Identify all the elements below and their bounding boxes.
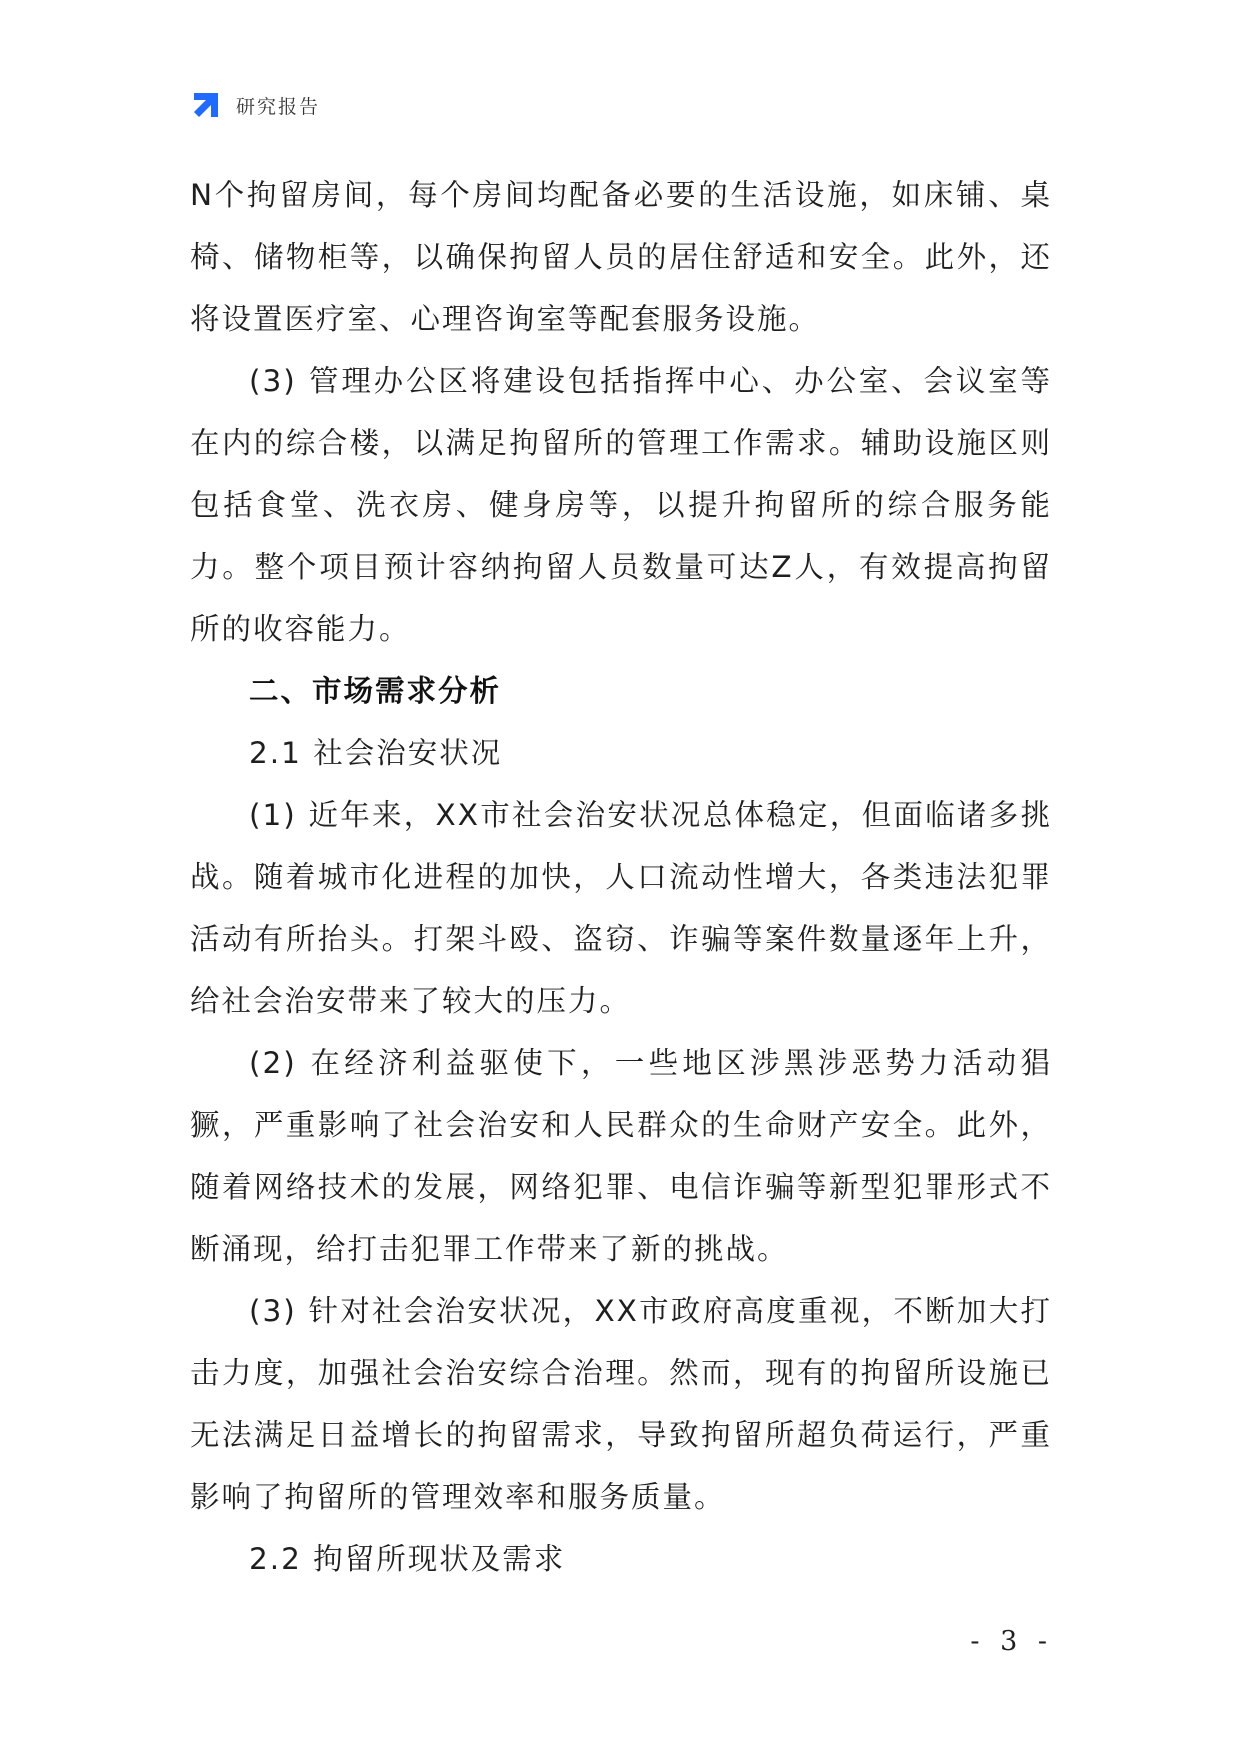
document-body <box>190 164 1052 1590</box>
subsection-heading-public-security: 2.1 社会治安状况 <box>249 736 503 770</box>
paragraph-security-3: (3) 针对社会治安状况，XX市政府高度重视，不断加大打击力度，加强社会治安综合治理。然而，现有的拘留所设施已无法满足日益增长的拘留需求，导致拘留所超负荷运行，严重影响了拘留所的管理效率和服务质量。 <box>190 1294 1052 1514</box>
paragraph-security-1: (1) 近年来，XX市社会治安状况总体稳定，但面临诸多挑战。随着城市化进程的加快，人口流动性增大，各类违法犯罪活动有所抬头。打架斗殴、盗窃、诈骗等案件数量逐年上升，给社会治安带来了较大的压力。 <box>190 798 1052 1018</box>
subsection-heading-detention-status: 2.2 拘留所现状及需求 <box>249 1542 566 1576</box>
page-header <box>190 88 320 122</box>
paragraph-continuation: N个拘留房间，每个房间均配备必要的生活设施，如床铺、桌椅、储物柜等，以确保拘留人员的居住舒适和安全。此外，还将设置医疗室、心理咨询室等配套服务设施。 <box>190 178 1052 336</box>
page-number: - 3 - <box>970 1626 1053 1657</box>
section-heading-market-demand: 二、市场需求分析 <box>249 674 502 708</box>
arrow-up-right-icon <box>190 89 222 121</box>
paragraph-office-area: (3) 管理办公区将建设包括指挥中心、办公室、会议室等在内的综合楼，以满足拘留所的管理工作需求。辅助设施区则包括食堂、洗衣房、健身房等，以提升拘留所的综合服务能力。整个项目预计容纳拘留人员数量可达Z人，有效提高拘留所的收容能力。 <box>190 364 1052 646</box>
header-title: 研究报告 <box>236 95 321 118</box>
paragraph-security-2: (2) 在经济利益驱使下，一些地区涉黑涉恶势力活动猖獗，严重影响了社会治安和人民群众的生命财产安全。此外，随着网络技术的发展，网络犯罪、电信诈骗等新型犯罪形式不断涌现，给打击犯罪工作带来了新的挑战。 <box>190 1046 1052 1266</box>
